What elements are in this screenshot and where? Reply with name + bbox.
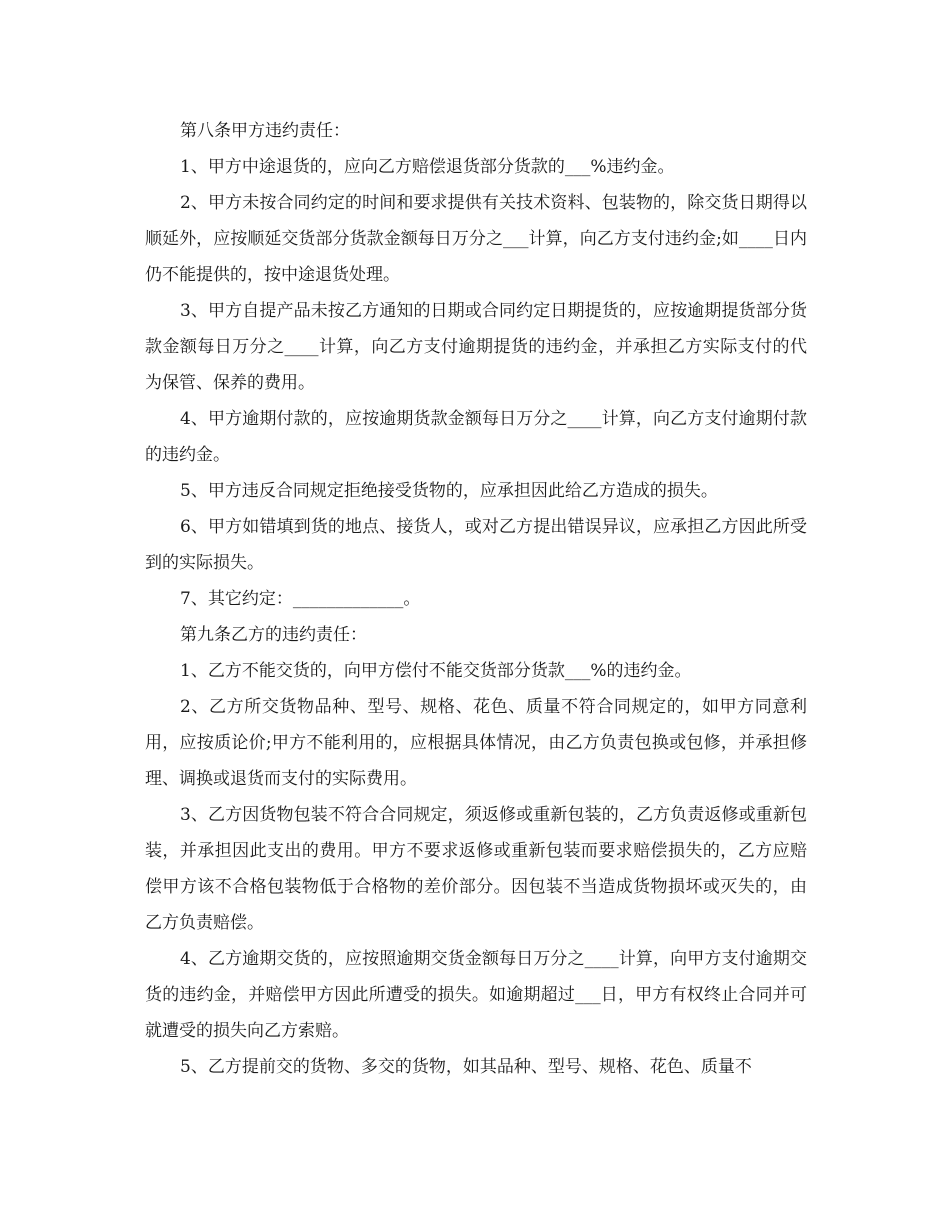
clause-9-3: 3、乙方因货物包装不符合合同规定，须返修或重新包装的，乙方负责返修或重新包装，并承担因此支出的费用。甲方不要求返修或重新包装而要求赔偿损失的，乙方应赔偿甲方该不合格包装物低于合格物的差价部分。因包装不当造成货物损坏或灭失的，由乙方负责赔偿。 [145,805,807,933]
clause-8-7: 7、其它约定：_____________。 [180,589,421,609]
clause-9-4: 4、乙方逾期交货的，应按照逾期交货金额每日万分之____计算，向甲方支付逾期交货的违约金，并赔偿甲方因此所遭受的损失。如逾期超过___日，甲方有权终止合同并可就遭受的损失向乙方索赔。 [145,949,807,1041]
clause-8-4: 4、甲方逾期付款的，应按逾期货款金额每日万分之____计算，向乙方支付逾期付款的违约金。 [145,409,807,465]
clause-8-2: 2、甲方未按合同约定的时间和要求提供有关技术资料、包装物的，除交货日期得以顺延外，应按顺延交货部分货款金额每日万分之___计算，向乙方支付违约金;如____日内仍不能提供的，按中途退货处理。 [145,193,807,285]
clause-9-5: 5、乙方提前交的货物、多交的货物，如其品种、型号、规格、花色、质量不 [180,1057,752,1077]
clause-9-1: 1、乙方不能交货的，向甲方偿付不能交货部分货款___%的违约金。 [180,661,692,681]
clause-9-2: 2、乙方所交货物品种、型号、规格、花色、质量不符合同规定的，如甲方同意利用，应按质论价;甲方不能利用的，应根据具体情况，由乙方负责包换或包修，并承担修理、调换或退货而支付的实际费用。 [145,697,807,789]
clause-8-5: 5、甲方违反合同规定拒绝接受货物的，应承担因此给乙方造成的损失。 [180,481,718,501]
clause-8-3: 3、甲方自提产品未按乙方通知的日期或合同约定日期提货的，应按逾期提货部分货款金额每日万分之____计算，向乙方支付逾期提货的违约金，并承担乙方实际支付的代为保管、保养的费用。 [145,301,807,393]
section-heading-article-9: 第九条乙方的违约责任： [180,625,367,645]
clause-8-6: 6、甲方如错填到货的地点、接货人，或对乙方提出错误异议，应承担乙方因此所受到的实际损失。 [145,517,807,573]
section-heading-article-8: 第八条甲方违约责任： [180,121,350,141]
document-body [145,113,807,1085]
clause-8-1: 1、甲方中途退货的，应向乙方赔偿退货部分货款的___%违约金。 [180,157,675,177]
